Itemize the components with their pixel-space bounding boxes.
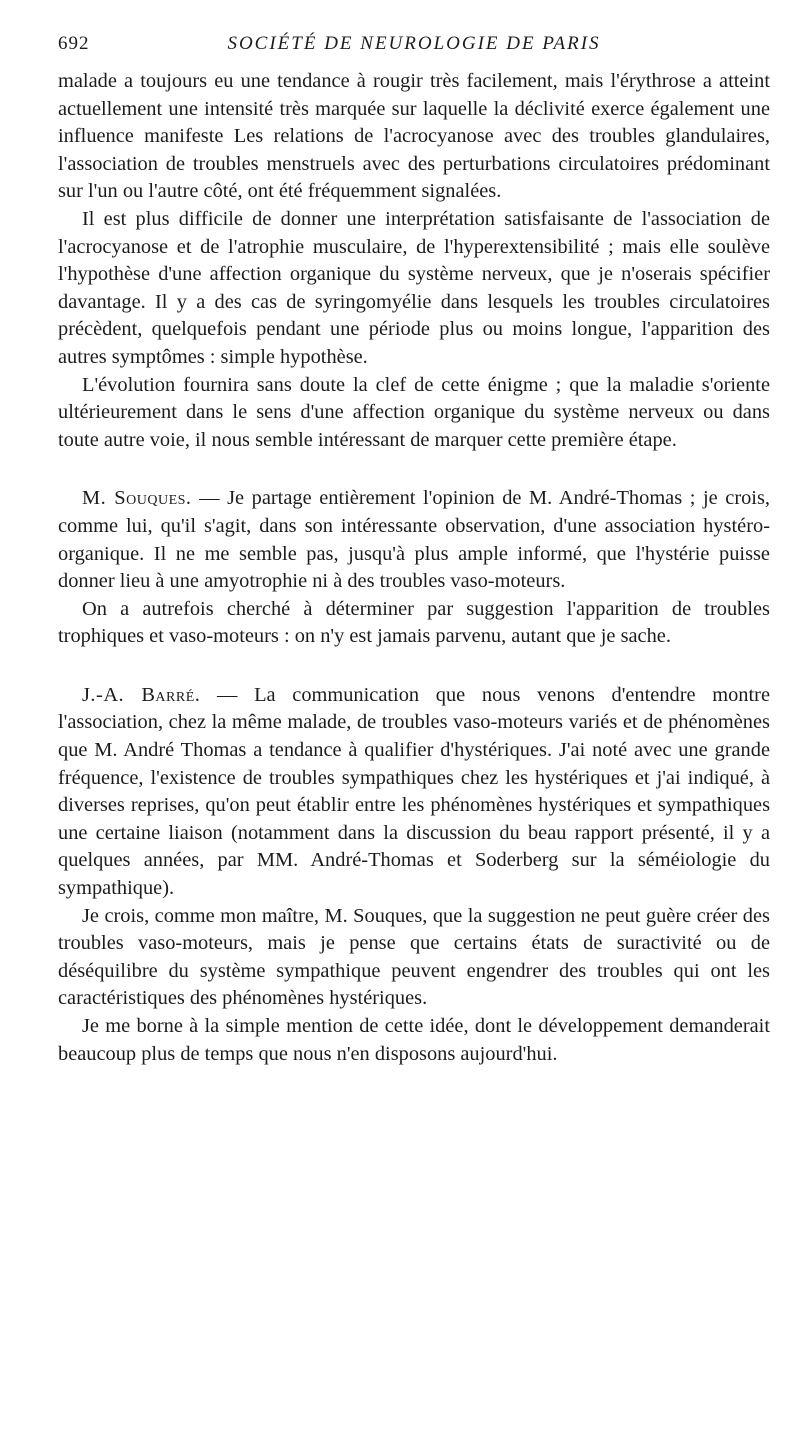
paragraph-text: Je crois, comme mon maître, M. Souques, que la suggestion ne peut guère créer des troubles vaso-moteurs, mais je pense que certains états de suractivité ou de déséquilibre du système sympathique peuvent engendrer des troubles qui ont les caractéristiques des phénomènes hystériques. <box>58 904 770 1010</box>
paragraph-text: — Je partage entièrement l'opinion de M. André-Thomas ; je crois, comme lui, qu'il s'agit, dans son intéressante observation, d'une association hystéro-organique. Il ne me semble pas, jusqu'à plus ample informé, que l'hystérie puisse donner lieu à une amyotrophie ni à des troubles vaso-moteurs. <box>58 487 771 593</box>
body-text <box>58 68 770 1068</box>
paragraph-text: Il est plus difficile de donner une interprétation satisfaisante de l'association de l'acrocyanose et de l'atrophie musculaire, de l'hyperextensibilité ; mais elle soulève l'hypothèse d'une affection organique du système nerveux, que je n'oserais spécifier davantage. Il y a des cas de syringomyélie dans lesquels les troubles circulatoires précèdent, quelquefois pendant une période plus ou moins longue, l'apparition des autres symptômes : simple hypothèse. <box>58 207 770 368</box>
speaker-paragraph-souques <box>58 485 770 595</box>
paragraph <box>58 206 770 372</box>
paragraph-text: malade a toujours eu une tendance à rougir très facilement, mais l'érythrose a atteint actuellement une intensité très marquée sur laquelle la déclivité exerce également une influence manifeste Les relations de l'acrocyanose avec des troubles glandulaires, l'association de troubles menstruels avec des perturbations circulatoires prédominant sur l'un ou l'autre côté, ont été fréquemment signalées. <box>58 70 770 203</box>
speaker-name: J.-A. Barré. <box>82 683 201 706</box>
running-title: SOCIÉTÉ DE NEUROLOGIE DE PARIS <box>227 33 601 54</box>
page-number: 692 <box>58 33 90 54</box>
page-header <box>58 33 770 59</box>
speaker-name: M. Souques. <box>82 487 192 510</box>
paragraph <box>58 903 770 1013</box>
paragraph <box>58 1013 770 1068</box>
paragraph <box>58 372 770 455</box>
paragraph-continuation <box>58 68 770 206</box>
speaker-paragraph-barre <box>58 682 770 903</box>
paragraph <box>58 596 770 651</box>
paragraph-text: Je me borne à la simple mention de cette idée, dont le développement demanderait beaucoup plus de temps que nous n'en disposons aujourd'hui. <box>58 1015 770 1065</box>
paragraph-text: L'évolution fournira sans doute la clef de cette énigme ; que la maladie s'oriente ultérieurement dans le sens d'une affection organique du système nerveux ou dans toute autre voie, il nous semble intéressant de marquer cette première étape. <box>58 373 770 451</box>
paragraph-text: — La communication que nous venons d'entendre montre l'association, chez la même malade, de troubles vaso-moteurs variés et de phénomènes que M. André Thomas a tendance à qualifier d'hystériques. J'ai noté avec une grande fréquence, l'existence de troubles sympathiques chez les hystériques et j'ai indiqué, à diverses reprises, qu'on peut établir entre les phénomènes hystériques et sympathiques une certaine liaison (notamment dans la discussion du beau rapport présenté, il y a quelques années, par MM. André-Thomas et Soderberg sur la séméiologie du sympathique). <box>58 683 770 900</box>
paragraph-text: On a autrefois cherché à déterminer par suggestion l'apparition de troubles trophiques et vaso-moteurs : on n'y est jamais parvenu, autant que je sache. <box>58 597 770 648</box>
